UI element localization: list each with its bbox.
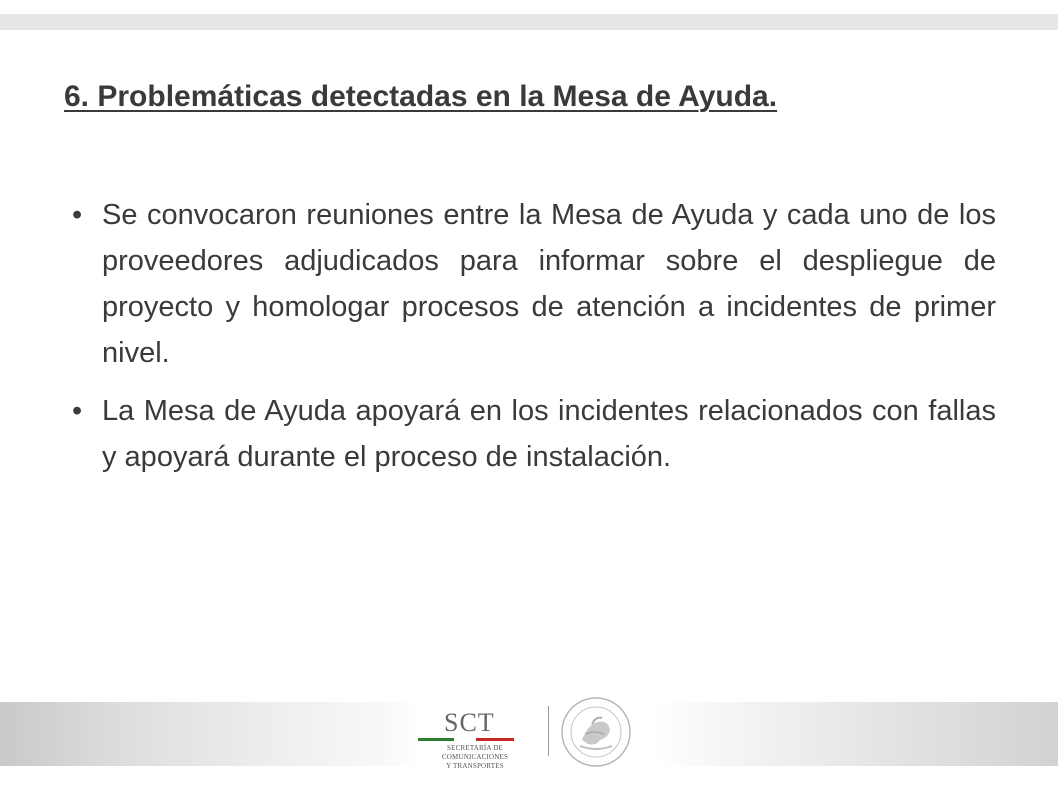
logo-stripe-green xyxy=(418,738,454,741)
logo-stripe-white xyxy=(454,738,476,741)
bullet-list xyxy=(72,192,996,492)
logo-subtitle-line3: Y TRANSPORTES xyxy=(446,762,504,770)
mexico-seal-icon xyxy=(558,694,634,770)
footer-band xyxy=(0,702,1058,766)
bullet-text-2: La Mesa de Ayuda apoyará en los incidentes relacionados con fallas y apoyará durante el proceso de instalación. xyxy=(102,395,996,473)
logo-subtitle-line2: COMUNICACIONES xyxy=(441,753,509,761)
logo-stripe-red xyxy=(476,738,514,741)
top-bar xyxy=(0,14,1058,30)
footer-bottom xyxy=(0,766,1058,793)
bullet-dot-icon: • xyxy=(72,199,83,231)
logo-subtitle-line1: SECRETARÍA DE xyxy=(447,744,503,752)
bullet-text-1: Se convocaron reuniones entre la Mesa de Ayuda y cada uno de los proveedores adjudicados para informar sobre el despliegue de proyecto y homologar procesos de atención a incidentes de primer nivel. xyxy=(102,199,996,369)
slide-title: 6. Problemáticas detectadas en la Mesa de Ayuda. xyxy=(64,80,778,113)
bullet-item-2 xyxy=(72,388,996,480)
sct-logo-letters: SCT xyxy=(444,708,495,737)
logo-divider xyxy=(548,706,549,756)
bullet-dot-icon: • xyxy=(72,395,83,427)
bullet-item-1 xyxy=(72,192,996,376)
sct-logo xyxy=(414,706,518,776)
